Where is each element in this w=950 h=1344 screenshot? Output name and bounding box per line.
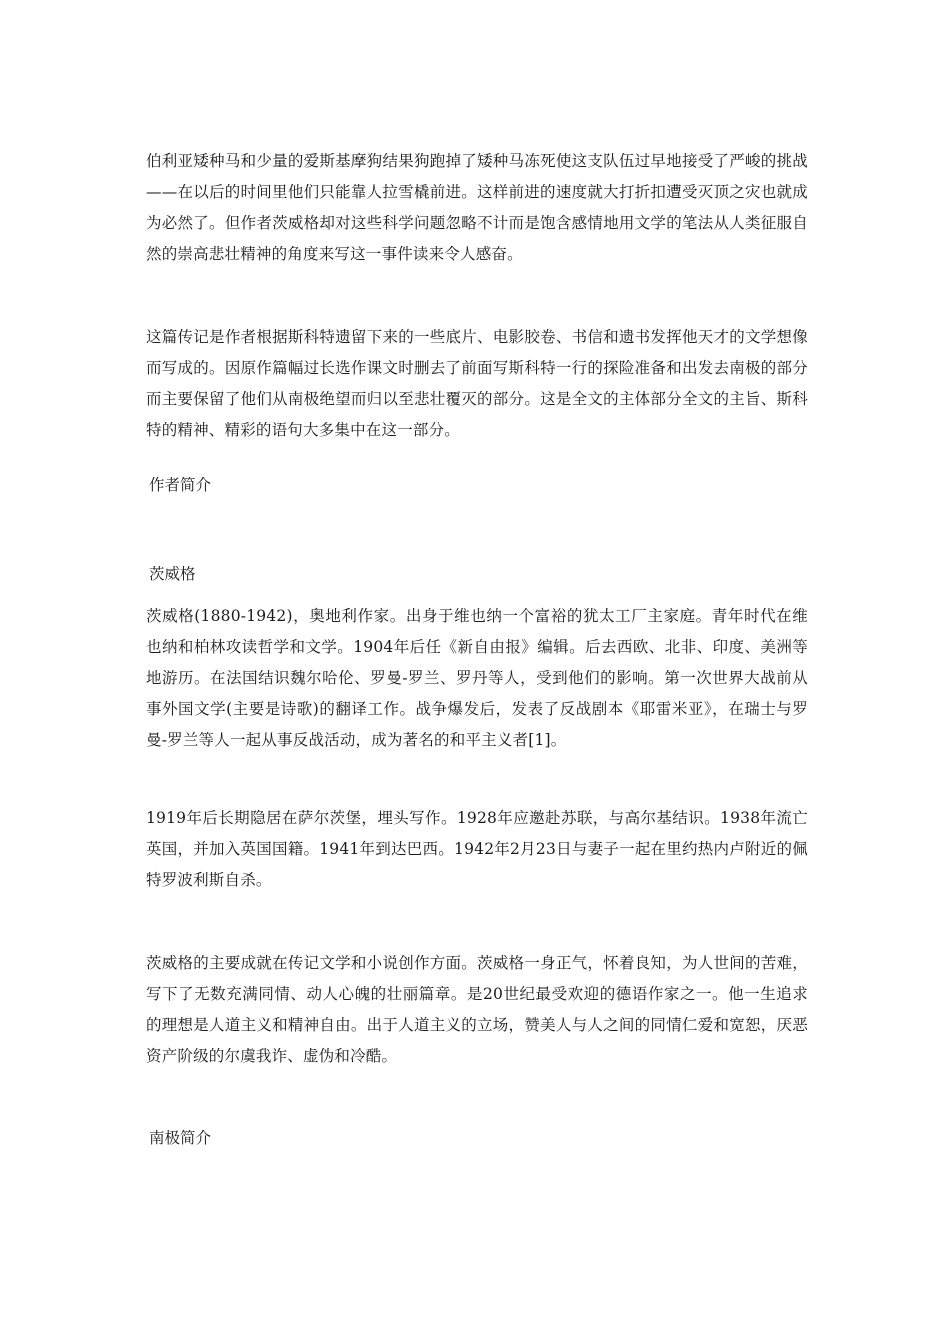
heading-zweig: 茨威格	[149, 565, 196, 583]
paragraph-expedition: 伯利亚矮种马和少量的爱斯基摩狗结果狗跑掉了矮种马冻死使这支队伍过早地接受了严峻的挑战——在以后的时间里他们只能靠人拉雪橇前进。这样前进的速度就大打折扣遭受灭顶之灾也就成为必然了。但作者茨威格却对这些科学问题忽略不计而是饱含感情地用文学的笔法从人类征服自然的崇高悲壮精神的角度来写这一事件读来令人感奋。	[146, 152, 808, 263]
paragraph-biography-source: 这篇传记是作者根据斯科特遗留下来的一些底片、电影胶卷、书信和遗书发挥他天才的文学想像而写成的。因原作篇幅过长选作课文时删去了前面写斯科特一行的探险准备和出发去南极的部分而主要保留了他们从南极绝望而归以至悲壮覆灭的部分。这是全文的主体部分全文的主旨、斯科特的精神、精彩的语句大多集中在这一部分。	[146, 328, 808, 439]
paragraph-zweig-later-life: 1919年后长期隐居在萨尔茨堡，埋头写作。1928年应邀赴苏联，与高尔基结识。1938年流亡英国，并加入英国国籍。1941年到达巴西。1942年2月23日与妻子一起在里约热内卢附近的佩特罗波利斯自杀。	[146, 809, 808, 889]
paragraph-zweig-early-life: 茨威格(1880-1942)，奥地利作家。出身于维也纳一个富裕的犹太工厂主家庭。青年时代在维也纳和柏林攻读哲学和文学。1904年后任《新自由报》编辑。后去西欧、北非、印度、美洲等地游历。在法国结识魏尔哈伦、罗曼-罗兰、罗丹等人，受到他们的影响。第一次世界大战前从事外国文学(主要是诗歌)的翻译工作。战争爆发后，发表了反战剧本《耶雷米亚》，在瑞士与罗曼-罗兰等人一起从事反战活动，成为著名的和平主义者[1]。	[146, 607, 808, 749]
paragraph-zweig-achievements: 茨威格的主要成就在传记文学和小说创作方面。茨威格一身正气，怀着良知，为人世间的苦难，写下了无数充满同情、动人心魄的壮丽篇章。是20世纪最受欢迎的德语作家之一。他一生追求的理想是人道主义和精神自由。出于人道主义的立场，赞美人与人之间的同情仁爱和宽恕，厌恶资产阶级的尔虞我诈、虚伪和冷酷。	[146, 954, 808, 1065]
heading-antarctica-intro: 南极简介	[149, 1129, 212, 1147]
heading-author-intro: 作者简介	[149, 476, 212, 494]
